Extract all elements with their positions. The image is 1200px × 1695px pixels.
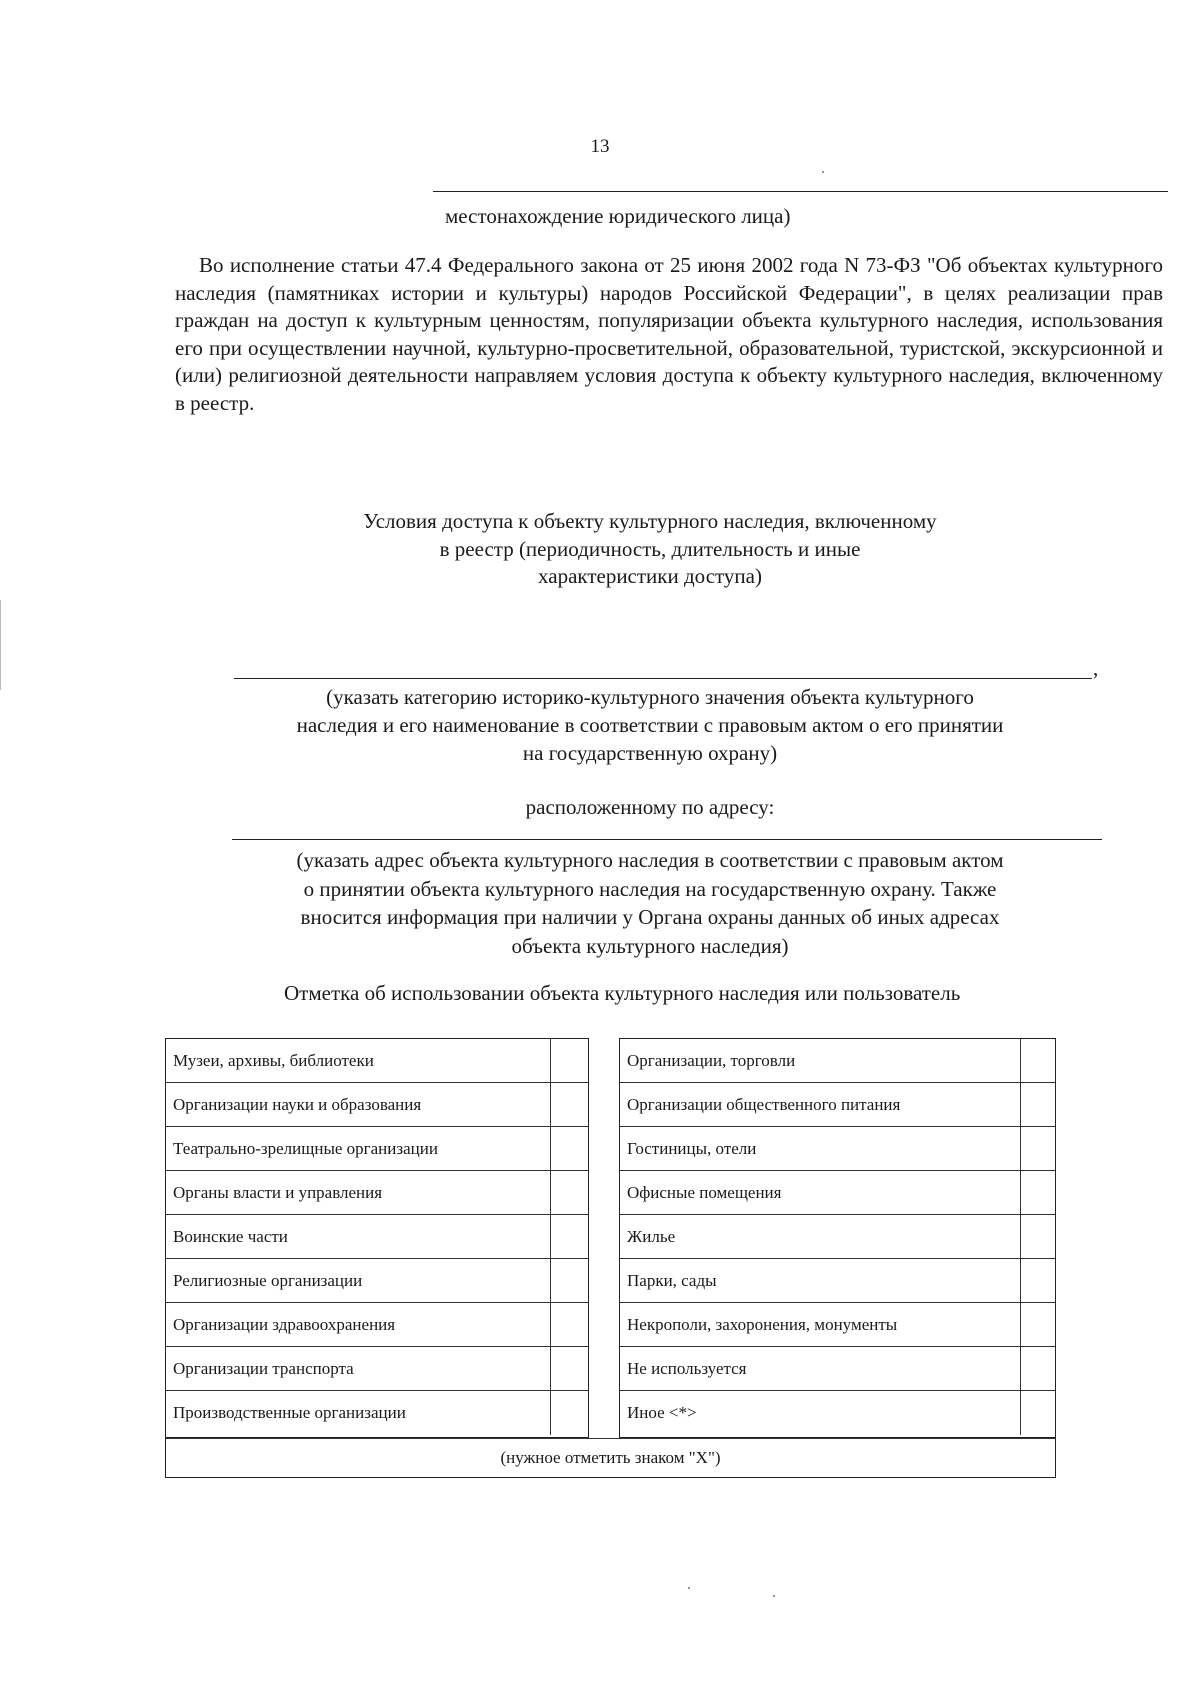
usage-row-label: Иное <*>: [627, 1403, 697, 1422]
usage-mark-cell[interactable]: [550, 1215, 588, 1258]
usage-row: [620, 1083, 1055, 1127]
usage-row: [166, 1303, 588, 1347]
usage-row: [620, 1215, 1055, 1259]
usage-row: [620, 1127, 1055, 1171]
usage-mark-cell[interactable]: [550, 1039, 588, 1082]
page-number: 13: [590, 136, 610, 157]
usage-table-footer-note: (нужное отметить знаком "X"): [500, 1448, 721, 1467]
object-category-caption: [200, 683, 1100, 767]
usage-mark-cell[interactable]: [1020, 1347, 1055, 1390]
usage-row: [166, 1039, 588, 1083]
object-category-name-line: [234, 678, 1092, 679]
usage-row-label: Органы власти и управления: [173, 1183, 383, 1202]
usage-table-left-column: [165, 1038, 589, 1438]
usage-row-label: Организации общественного питания: [627, 1095, 901, 1114]
usage-row-label: Парки, сады: [627, 1271, 717, 1290]
usage-mark-cell[interactable]: [1020, 1215, 1055, 1258]
usage-mark-cell[interactable]: [1020, 1259, 1055, 1302]
usage-row-label: Организации транспорта: [173, 1359, 354, 1378]
usage-mark-cell[interactable]: [550, 1171, 588, 1214]
scan-speck: [773, 1595, 775, 1597]
usage-row: [166, 1391, 588, 1435]
usage-row: [620, 1039, 1055, 1083]
scan-edge-mark: [0, 600, 1, 690]
object-address-caption-line: объекта культурного наследия): [511, 933, 789, 958]
usage-mark-cell[interactable]: [550, 1259, 588, 1302]
usage-mark-cell[interactable]: [550, 1083, 588, 1126]
usage-mark-cell[interactable]: [1020, 1171, 1055, 1214]
usage-row-label: Организации здравоохранения: [173, 1315, 396, 1334]
object-category-caption-line: наследия и его наименование в соответствии с правовым актом о его принятии: [296, 713, 1004, 737]
usage-mark-cell[interactable]: [1020, 1127, 1055, 1170]
usage-row: [166, 1215, 588, 1259]
object-address-caption-line: вносится информация при наличии у Органа охраны данных об иных адресах: [300, 905, 1000, 929]
access-conditions-title-line: в реестр (периодичность, длительность и иные: [439, 536, 861, 561]
address-label: расположенному по адресу:: [525, 795, 775, 819]
usage-row-label: Производственные организации: [173, 1403, 406, 1422]
usage-row: [620, 1391, 1055, 1435]
usage-row: [620, 1303, 1055, 1347]
usage-row: [620, 1259, 1055, 1303]
object-address-caption-line: (указать адрес объекта культурного наследия в соответствии с правовым актом: [296, 848, 1004, 872]
usage-row: [166, 1127, 588, 1171]
object-address-caption-line: о принятии объекта культурного наследия на государственную охрану. Также: [303, 876, 997, 901]
usage-mark-cell[interactable]: [1020, 1303, 1055, 1346]
usage-row-label: Некрополи, захоронения, монументы: [627, 1315, 898, 1334]
intro-paragraph: Во исполнение статьи 47.4 Федерального закона от 25 июня 2002 года N 73-ФЗ "Об объектах культурного наследия (памятниках истории и культуры) народов Российской Федерации", в целях реализации прав граждан на доступ к культурным ценностям, популяризации объекта культурного наследия, использования его при осуществлении научной, культурно-просветительной, образовательной, туристской, экскурсионной и (или) религиозной деятельности направляем условия доступа к объекту культурного наследия, включенному в реестр.: [175, 253, 1163, 415]
usage-row-label: Гостиницы, отели: [627, 1139, 757, 1158]
usage-row-label: Жилье: [627, 1227, 676, 1246]
usage-table-right-column: [619, 1038, 1056, 1438]
access-conditions-title: [200, 508, 1100, 591]
usage-mark-cell[interactable]: [1020, 1391, 1055, 1435]
usage-mark-cell[interactable]: [1020, 1039, 1055, 1082]
usage-row-label: Религиозные организации: [173, 1271, 363, 1290]
scan-speck: [688, 1587, 690, 1589]
scan-speck: [822, 171, 824, 173]
object-address-line: [232, 839, 1102, 840]
object-address-caption: [200, 846, 1100, 960]
usage-table-footer: [165, 1438, 1056, 1478]
usage-mark-cell[interactable]: [550, 1347, 588, 1390]
usage-table: [165, 1038, 1056, 1478]
usage-row: [620, 1347, 1055, 1391]
usage-row-label: Музеи, архивы, библиотеки: [173, 1051, 374, 1070]
usage-row: [166, 1259, 588, 1303]
usage-row-label: Офисные помещения: [627, 1183, 782, 1202]
usage-row: [166, 1347, 588, 1391]
usage-mark-cell[interactable]: [550, 1303, 588, 1346]
usage-row: [166, 1171, 588, 1215]
usage-row-label: Воинские части: [173, 1227, 288, 1246]
usage-mark-cell[interactable]: [550, 1127, 588, 1170]
legal-entity-location-line: [433, 191, 1168, 192]
object-category-comma: ,: [1093, 656, 1099, 680]
usage-row: [620, 1171, 1055, 1215]
usage-row-label: Театрально-зрелищные организации: [173, 1139, 438, 1158]
usage-row-label: Организации науки и образования: [173, 1095, 422, 1114]
object-category-caption-line: на государственную охрану): [522, 741, 778, 765]
legal-entity-location-caption: местонахождение юридического лица): [445, 204, 791, 228]
access-conditions-title-line: характеристики доступа): [538, 564, 762, 588]
usage-row: [166, 1083, 588, 1127]
usage-heading: Отметка об использовании объекта культурного наследия или пользователь: [284, 981, 961, 1005]
usage-row-label: Организации, торговли: [627, 1051, 796, 1070]
object-category-caption-line: (указать категорию историко-культурного значения объекта культурного: [326, 685, 974, 709]
usage-mark-cell[interactable]: [1020, 1083, 1055, 1126]
usage-mark-cell[interactable]: [550, 1391, 588, 1435]
usage-row-label: Не используется: [627, 1359, 747, 1378]
access-conditions-title-line: Условия доступа к объекту культурного наследия, включенному: [363, 509, 937, 533]
